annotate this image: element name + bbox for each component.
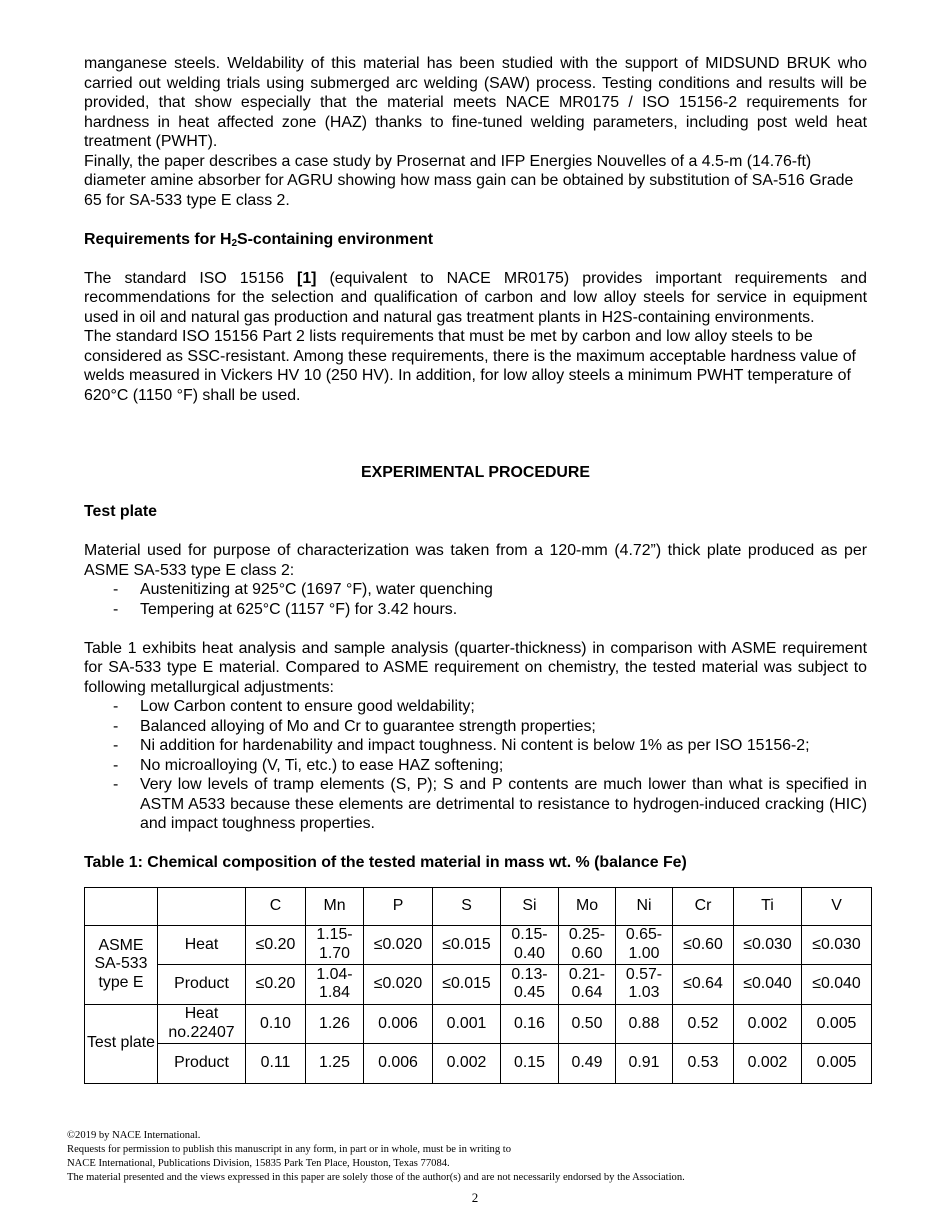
intro-paragraph-1: manganese steels. Weldability of this material has been studied with the support of MIDSUND BRUK who carried out welding trials using submerged arc welding (SAW) process. Testing conditions and results will be provided, that show especially that the material meets NACE MR0175 / ISO 15156-2 requirements for hardness in heat affected zone (HAZ) thanks to fine-tuned welding parameters, including post weld heat treatment (PWHT). [84, 55, 867, 150]
column-header: Mo [559, 887, 616, 925]
table-cell: 0.21-0.64 [559, 965, 616, 1005]
table-cell: 0.005 [802, 1044, 872, 1084]
table-cell: 0.002 [734, 1044, 802, 1084]
table-cell: 0.10 [246, 1004, 306, 1044]
table-cell: ≤0.040 [802, 965, 872, 1005]
table-row [85, 925, 872, 965]
table-cell: ≤0.020 [364, 965, 433, 1005]
column-header: S [433, 887, 501, 925]
table-cell: 0.11 [246, 1044, 306, 1084]
section-title: EXPERIMENTAL PROCEDURE [361, 464, 590, 481]
table-cell: ≤0.030 [802, 925, 872, 965]
list-item: - Austenitizing at 925°C (1697 °F), water quenching [113, 581, 493, 598]
table-cell: 0.001 [433, 1004, 501, 1044]
group-label: ASME SA-533 type E [85, 925, 158, 1004]
disclaimer-line: The material presented and the views expressed in this paper are solely those of the author(s) and are not necessarily endorsed by the Association. [67, 1172, 685, 1183]
table-cell: ≤0.020 [364, 925, 433, 965]
page-footer [67, 1129, 685, 1185]
table-intro-paragraph: Table 1 exhibits heat analysis and sample analysis (quarter-thickness) in comparison with ASME requirement for SA-533 type E material. Compared to ASME requirement on chemistry, the tested material was subject to following metallurgical adjustments: [84, 639, 867, 696]
list-item: - Ni addition for hardenability and impact toughness. Ni content is below 1% as per ISO 15156-2; [113, 737, 810, 754]
reference-1: [1] [297, 269, 317, 287]
row-label: Product [158, 1044, 246, 1084]
table-row [85, 1044, 872, 1084]
requirements-paragraph-2: The standard ISO 15156 Part 2 lists requirements that must be met by carbon and low alloy steels to be considered as SSC-resistant. Among these requirements, there is the maximum acceptable hardness value of welds measured in Vickers HV 10 (250 HV). In addition, for low alloy steels a minimum PWHT temperature of 620°C (1150 °F) shall be used. [84, 328, 856, 404]
table-cell: 0.002 [734, 1004, 802, 1044]
table-cell: 1.04-1.84 [306, 965, 364, 1005]
table-cell: 1.15-1.70 [306, 925, 364, 965]
row-label: Heat no.22407 [158, 1004, 246, 1044]
table-corner-cell [158, 887, 246, 925]
table-cell: 0.16 [501, 1004, 559, 1044]
column-header: P [364, 887, 433, 925]
page-number: 2 [471, 1190, 479, 1205]
table-corner-cell [85, 887, 158, 925]
copyright-line: ©2019 by NACE International. [67, 1130, 201, 1141]
table-cell: 0.005 [802, 1004, 872, 1044]
heat-treatment-list [84, 580, 867, 619]
requirements-heading: Requirements for $H_2S$-containing environment [84, 230, 434, 249]
table-cell: 0.65-1.00 [616, 925, 673, 965]
table-cell: ≤0.60 [673, 925, 734, 965]
table-row [85, 1004, 872, 1044]
table-cell: 0.13-0.45 [501, 965, 559, 1005]
column-header: V [802, 887, 872, 925]
test-plate-paragraph: Material used for purpose of characterization was taken from a 120-mm (4.72”) thick plate produced as per ASME SA-533 type E class 2: [84, 542, 867, 579]
table-cell: 0.006 [364, 1044, 433, 1084]
table-cell: ≤0.20 [246, 965, 306, 1005]
list-item: - Low Carbon content to ensure good weldability; [113, 698, 475, 715]
table-cell: 0.25-0.60 [559, 925, 616, 965]
table-cell: 0.15-0.40 [501, 925, 559, 965]
table-cell: 0.002 [433, 1044, 501, 1084]
row-label: Heat [158, 925, 246, 965]
list-item: - Balanced alloying of Mo and Cr to guarantee strength properties; [113, 717, 596, 735]
table-cell: 0.52 [673, 1004, 734, 1044]
column-header: Cr [673, 887, 734, 925]
chemical-composition-table [84, 887, 872, 1084]
permission-line: Requests for permission to publish this manuscript in any form, in part or in whole, must be in writing to [67, 1144, 512, 1155]
column-header: Mn [306, 887, 364, 925]
table-cell: 0.53 [673, 1044, 734, 1084]
row-label: Product [158, 965, 246, 1005]
list-item: - No microalloying (V, Ti, etc.) to ease HAZ softening; [113, 756, 504, 774]
table-cell: ≤0.040 [734, 965, 802, 1005]
table-cell: 0.88 [616, 1004, 673, 1044]
table-header-row [85, 887, 872, 925]
table-cell: ≤0.20 [246, 925, 306, 965]
list-item: - Tempering at 625°C (1157 °F) for 3.42 hours. [113, 600, 458, 618]
column-header: C [246, 887, 306, 925]
address-line: NACE International, Publications Division, 15835 Park Ten Place, Houston, Texas 77084. [67, 1158, 450, 1169]
list-item: - Very low levels of tramp elements (S, P); S and P contents are much lower than what is specified in ASTM A533 because these elements are detrimental to resistance to hydrogen-induced cracking (HIC) and impact toughness properties. [113, 776, 867, 832]
table-cell: ≤0.64 [673, 965, 734, 1005]
column-header: Ti [734, 887, 802, 925]
table-cell: 0.57-1.03 [616, 965, 673, 1005]
table-cell: 1.25 [306, 1044, 364, 1084]
table-cell: ≤0.030 [734, 925, 802, 965]
requirements-paragraph-1: The standard ISO 15156 [1] (equivalent to NACE MR0175) provides important requirements and recommendations for the selection and qualification of carbon and low alloy steels for service in equipment used in oil and natural gas production and natural gas treatment plants in H2S-containing environments. [84, 269, 867, 326]
table-cell: 0.91 [616, 1044, 673, 1084]
table-cell: ≤0.015 [433, 965, 501, 1005]
table-caption: Table 1: Chemical composition of the tested material in mass wt. % (balance Fe) [84, 854, 687, 871]
intro-paragraph-2: Finally, the paper describes a case study by Prosernat and IFP Energies Nouvelles of a 4.5-m (14.76-ft) diameter amine absorber for AGRU showing how mass gain can be obtained by substitution of SA-516 Grade 65 for SA-533 type E class 2. [84, 152, 854, 209]
group-label: Test plate [85, 1004, 158, 1083]
column-header: Ni [616, 887, 673, 925]
column-header: Si [501, 887, 559, 925]
table-cell: 0.50 [559, 1004, 616, 1044]
table-cell: 1.26 [306, 1004, 364, 1044]
table-row [85, 965, 872, 1005]
table-cell: 0.49 [559, 1044, 616, 1084]
table-cell: 0.15 [501, 1044, 559, 1084]
page-body [84, 54, 867, 1084]
table-cell: ≤0.015 [433, 925, 501, 965]
test-plate-heading: Test plate [84, 503, 157, 520]
adjustments-list [84, 697, 867, 834]
table-cell: 0.006 [364, 1004, 433, 1044]
